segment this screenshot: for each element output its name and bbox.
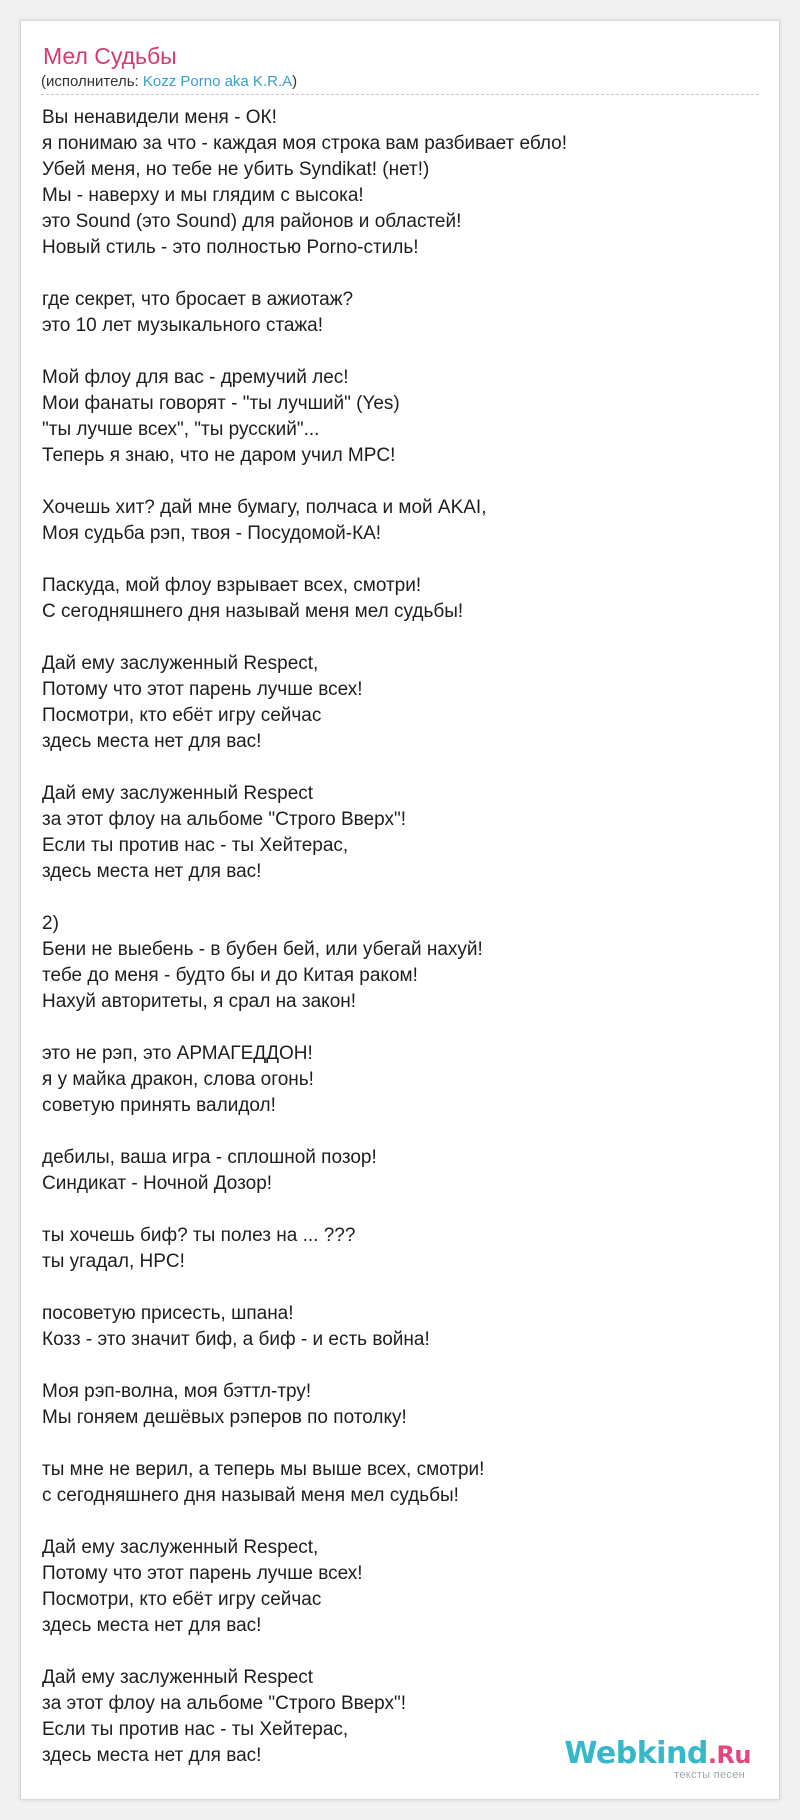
lyric-line: Козз - это значит биф, а биф - и есть война! bbox=[42, 1329, 430, 1350]
lyric-line: С сегодняшнего дня называй меня мел судьбы! bbox=[42, 601, 464, 622]
lyric-line: ты мне не верил, а теперь мы выше всех, смотри! bbox=[42, 1459, 485, 1480]
lyric-line: Дай ему заслуженный Respect, bbox=[42, 1537, 319, 1558]
lyric-line: Вы ненавидели меня - ОК! bbox=[42, 107, 277, 128]
lyric-line: Дай ему заслуженный Respect bbox=[42, 783, 314, 804]
lyric-line: здесь места нет для вас! bbox=[42, 1745, 262, 1766]
lyric-line: это 10 лет музыкального стажа! bbox=[42, 315, 323, 336]
lyric-line: советую принять валидол! bbox=[42, 1095, 276, 1116]
lyric-line: Хочешь хит? дай мне бумагу, полчаса и мой AKAI, bbox=[42, 497, 487, 518]
lyric-line: Мы гоняем дешёвых рэперов по потолку! bbox=[42, 1407, 407, 1428]
artist-link[interactable]: Kozz Porno aka K.R.A bbox=[142, 73, 293, 90]
lyric-line: 2) bbox=[42, 913, 59, 934]
lyric-line: Моя рэп-волна, моя бэттл-тру! bbox=[42, 1381, 312, 1402]
stanza-gap bbox=[42, 339, 762, 365]
lyric-line: Паскуда, мой флоу взрывает всех, смотри! bbox=[42, 575, 422, 596]
watermark-tld: .Ru bbox=[707, 1741, 751, 1769]
lyric-line: это Sound (это Sound) для районов и областей! bbox=[42, 211, 462, 232]
lyric-line: где секрет, что бросает в ажиотаж? bbox=[42, 289, 354, 310]
lyric-line: с сегодняшнего дня называй меня мел судьбы! bbox=[42, 1485, 459, 1506]
lyric-line: ты хочешь биф? ты полез на ... ??? bbox=[42, 1225, 356, 1246]
lyric-line: Потому что этот парень лучше всех! bbox=[42, 1563, 363, 1584]
lyric-line: Дай ему заслуженный Respect bbox=[42, 1667, 314, 1688]
lyric-line: ты угадал, HPC! bbox=[42, 1251, 185, 1272]
stanza-gap bbox=[42, 625, 762, 651]
performer-suffix: ) bbox=[292, 73, 298, 90]
lyric-line: я у майка дракон, слова огонь! bbox=[42, 1069, 314, 1090]
lyric-line: я понимаю за что - каждая моя строка вам разбивает ебло! bbox=[42, 133, 568, 154]
lyric-line: Мой флоу для вас - дремучий лес! bbox=[42, 367, 349, 388]
lyric-line: Мои фанаты говорят - "ты лучший" (Yes) bbox=[42, 393, 400, 414]
stanza-gap bbox=[42, 1431, 762, 1457]
stanza-gap bbox=[42, 261, 762, 287]
lyric-line: тебе до меня - будто бы и до Китая раком! bbox=[42, 965, 418, 986]
lyric-line: "ты лучше всех", "ты русский"... bbox=[42, 419, 320, 440]
title-divider bbox=[41, 94, 759, 95]
lyric-line: Мы - наверху и мы глядим с высока! bbox=[42, 185, 364, 206]
stanza-gap bbox=[42, 1197, 762, 1223]
song-title: Мел Судьбы bbox=[43, 43, 177, 69]
watermark-tagline: тексты песен bbox=[674, 1769, 745, 1781]
lyric-line: Нахуй авторитеты, я срал на закон! bbox=[42, 991, 357, 1012]
lyric-line: посоветую присесть, шпана! bbox=[42, 1303, 294, 1324]
stanza-gap bbox=[42, 885, 762, 911]
lyric-line: это не рэп, это АРМАГЕДДОН! bbox=[42, 1043, 313, 1064]
stanza-gap bbox=[42, 755, 762, 781]
lyric-line: Теперь я знаю, что не даром учил MPC! bbox=[42, 445, 396, 466]
lyric-line: Если ты против нас - ты Хейтерас, bbox=[42, 1719, 349, 1740]
stanza-gap bbox=[42, 1509, 762, 1535]
lyric-line: Убей меня, но тебе не убить Syndikat! (нет!) bbox=[42, 159, 430, 180]
lyrics-card bbox=[20, 20, 780, 1800]
lyric-line: здесь места нет для вас! bbox=[42, 861, 262, 882]
stanza-gap bbox=[42, 1275, 762, 1301]
lyric-line: Если ты против нас - ты Хейтерас, bbox=[42, 835, 349, 856]
lyric-line: за этот флоу на альбоме "Строго Вверх"! bbox=[42, 809, 407, 830]
lyrics-text bbox=[42, 105, 762, 1769]
lyric-line: Новый стиль - это полностью Porno-стиль! bbox=[42, 237, 419, 258]
lyric-line: Дай ему заслуженный Respect, bbox=[42, 653, 319, 674]
lyric-line: Потому что этот парень лучше всех! bbox=[42, 679, 363, 700]
performer-line bbox=[41, 73, 297, 90]
lyric-line: здесь места нет для вас! bbox=[42, 1615, 262, 1636]
lyric-line: за этот флоу на альбоме "Строго Вверх"! bbox=[42, 1693, 407, 1714]
lyric-line: Посмотри, кто ебёт игру сейчас bbox=[42, 705, 322, 726]
stanza-gap bbox=[42, 1639, 762, 1665]
lyric-line: Синдикат - Ночной Дозор! bbox=[42, 1173, 273, 1194]
stanza-gap bbox=[42, 1119, 762, 1145]
stanza-gap bbox=[42, 1353, 762, 1379]
lyric-line: Посмотри, кто ебёт игру сейчас bbox=[42, 1589, 322, 1610]
lyric-line: дебилы, ваша игра - сплошной позор! bbox=[42, 1147, 377, 1168]
stanza-gap bbox=[42, 469, 762, 495]
stanza-gap bbox=[42, 547, 762, 573]
lyric-line: Моя судьба рэп, твоя - Посудомой-КА! bbox=[42, 523, 382, 544]
stanza-gap bbox=[42, 1015, 762, 1041]
performer-prefix: (исполнитель: bbox=[41, 73, 143, 90]
lyric-line: здесь места нет для вас! bbox=[42, 731, 262, 752]
watermark-logo bbox=[564, 1736, 751, 1771]
watermark-brand: Webkind bbox=[564, 1736, 708, 1771]
site-watermark bbox=[564, 1736, 751, 1781]
lyric-line: Бени не выебень - в бубен бей, или убегай нахуй! bbox=[42, 939, 483, 960]
